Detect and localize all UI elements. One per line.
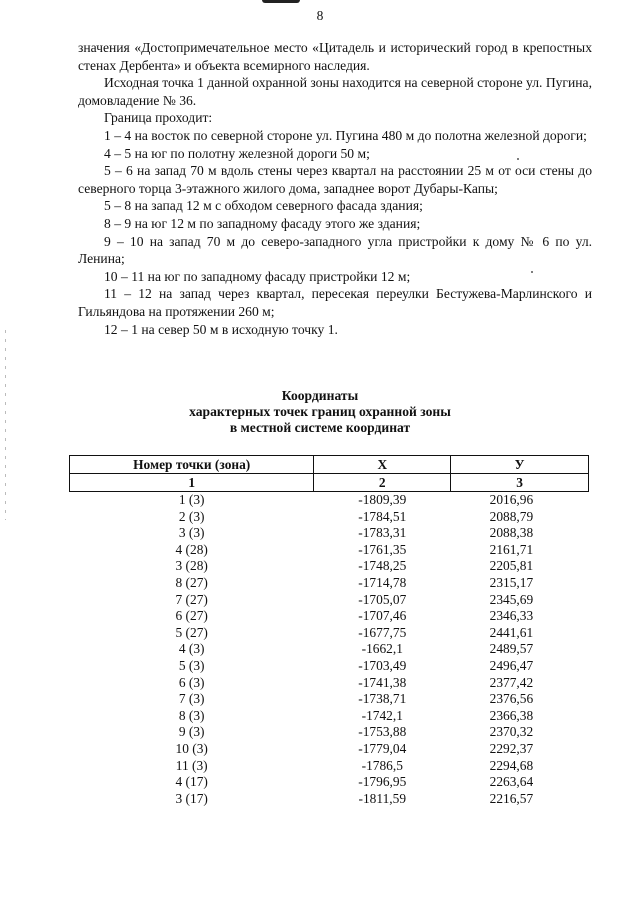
numbering-col-2: 2 bbox=[314, 474, 451, 492]
point-number-cell: 3 (28) bbox=[175, 558, 208, 574]
table-row bbox=[70, 625, 589, 642]
paragraph: значения «Достопримечательное место «Цитадель и исторический город в крепостных стенах Дербента» и объекта всемирного наследия. bbox=[78, 40, 592, 73]
table-row bbox=[70, 558, 589, 575]
point-number-cell: 8 (27) bbox=[175, 574, 208, 590]
paragraph: 5 – 6 на запад 70 м вдоль стены через квартал на расстоянии 25 м от оси стены до северного торца 3-этажного жилого дома, западнее ворот Дубары-Капы; bbox=[78, 163, 592, 196]
y-cell: 2088,79 bbox=[489, 508, 534, 524]
y-cell: 2441,61 bbox=[489, 624, 534, 640]
y-cell: 2370,32 bbox=[489, 724, 534, 740]
y-cell: 2377,42 bbox=[489, 674, 534, 690]
point-number-cell: 4 (28) bbox=[175, 541, 208, 557]
y-cell: 2216,57 bbox=[489, 790, 534, 806]
point-number-cell: 8 (3) bbox=[178, 707, 205, 723]
x-cell: -1811,59 bbox=[358, 790, 407, 806]
paragraph: 9 – 10 на запад 70 м до северо-западного угла пристройки к дому № 6 по ул. Ленина; bbox=[78, 233, 592, 267]
paragraph: 4 – 5 на юг по полотну железной дороги 50 м; bbox=[104, 145, 370, 161]
x-cell: -1809,39 bbox=[358, 492, 407, 507]
y-cell: 2016,96 bbox=[489, 492, 534, 507]
x-cell: -1705,07 bbox=[358, 591, 407, 607]
table-row bbox=[70, 509, 589, 526]
point-number-cell: 6 (27) bbox=[175, 608, 208, 624]
table-title bbox=[0, 388, 640, 436]
y-cell: 2496,47 bbox=[489, 657, 534, 673]
x-cell: -1748,25 bbox=[358, 558, 407, 574]
table-row bbox=[70, 492, 589, 509]
point-number-cell: 5 (3) bbox=[178, 657, 205, 673]
numbering-col-1: 1 bbox=[70, 474, 314, 492]
y-cell: 2088,38 bbox=[489, 525, 534, 541]
point-number-cell: 4 (3) bbox=[178, 641, 205, 657]
table-title-line-2: характерных точек границ охранной зоны bbox=[189, 404, 451, 419]
x-cell: -1738,71 bbox=[358, 691, 407, 707]
scan-artifact-mark bbox=[262, 0, 300, 3]
page-number: 8 bbox=[316, 8, 324, 23]
table-body bbox=[70, 492, 589, 808]
x-cell: -1707,46 bbox=[358, 608, 407, 624]
x-cell: -1753,88 bbox=[358, 724, 407, 740]
paragraph: 8 – 9 на юг 12 м по западному фасаду этого же здания; bbox=[104, 215, 421, 231]
point-number-cell: 9 (3) bbox=[178, 724, 205, 740]
paragraph: 5 – 8 на запад 12 м с обходом северного фасада здания; bbox=[104, 198, 423, 214]
paragraph: 11 – 12 на запад через квартал, пересекая переулки Бестужева-Марлинского и Гильяндова на протяжении 260 м; bbox=[78, 286, 592, 319]
x-cell: -1783,31 bbox=[358, 525, 407, 541]
x-cell: -1784,51 bbox=[358, 508, 407, 524]
table-title-line-1: Координаты bbox=[281, 388, 359, 403]
table-row bbox=[70, 525, 589, 542]
x-cell: -1742,1 bbox=[361, 707, 403, 723]
point-number-cell: 2 (3) bbox=[178, 508, 205, 524]
point-number-cell: 4 (17) bbox=[175, 774, 208, 790]
y-cell: 2292,37 bbox=[489, 740, 534, 756]
x-cell: -1662,1 bbox=[361, 641, 403, 657]
y-cell: 2366,38 bbox=[489, 707, 534, 723]
table-row bbox=[70, 691, 589, 708]
header-point-number: Номер точки (зона) bbox=[70, 456, 314, 474]
table-row bbox=[70, 658, 589, 675]
table-row bbox=[70, 791, 589, 808]
point-number-cell: 3 (17) bbox=[175, 790, 208, 806]
table-header-row bbox=[70, 456, 589, 474]
point-number-cell: 3 (3) bbox=[178, 525, 205, 541]
paragraph: 12 – 1 на север 50 м в исходную точку 1. bbox=[104, 321, 338, 337]
y-cell: 2345,69 bbox=[489, 591, 534, 607]
table-row bbox=[70, 758, 589, 775]
table-row bbox=[70, 575, 589, 592]
coordinates-table bbox=[69, 455, 589, 807]
table-row bbox=[70, 592, 589, 609]
table-title-line-3: в местной системе координат bbox=[229, 420, 411, 435]
x-cell: -1786,5 bbox=[361, 757, 403, 773]
table-row bbox=[70, 724, 589, 741]
point-number-cell: 7 (27) bbox=[175, 591, 208, 607]
y-cell: 2376,56 bbox=[489, 691, 534, 707]
x-cell: -1703,49 bbox=[358, 657, 407, 673]
x-cell: -1761,35 bbox=[358, 541, 407, 557]
table-row bbox=[70, 774, 589, 791]
point-number-cell: 10 (3) bbox=[175, 740, 208, 756]
y-cell: 2489,57 bbox=[489, 641, 534, 657]
x-cell: -1714,78 bbox=[358, 574, 407, 590]
y-cell: 2294,68 bbox=[489, 757, 534, 773]
y-cell: 2346,33 bbox=[489, 608, 534, 624]
table-row bbox=[70, 675, 589, 692]
x-cell: -1741,38 bbox=[358, 674, 407, 690]
header-y: У bbox=[451, 456, 589, 474]
table-row bbox=[70, 708, 589, 725]
point-number-cell: 11 (3) bbox=[175, 757, 208, 773]
point-number-cell: 6 (3) bbox=[178, 674, 205, 690]
table-numbering-row bbox=[70, 474, 589, 492]
paragraph: 1 – 4 на восток по северной стороне ул. Пугина 480 м до полотна железной дороги; bbox=[104, 127, 587, 143]
paragraph: Граница проходит: bbox=[104, 110, 213, 126]
point-number-cell: 5 (27) bbox=[175, 624, 208, 640]
x-cell: -1779,04 bbox=[358, 740, 407, 756]
body-text bbox=[78, 39, 592, 338]
x-cell: -1796,95 bbox=[358, 774, 407, 790]
y-cell: 2315,17 bbox=[489, 574, 534, 590]
paragraph: 10 – 11 на юг по западному фасаду пристройки 12 м; bbox=[104, 268, 411, 284]
point-number-cell: 7 (3) bbox=[178, 691, 205, 707]
numbering-col-3: 3 bbox=[451, 474, 589, 492]
paragraph: Исходная точка 1 данной охранной зоны находится на северной стороне ул. Пугина, домовладение № 36. bbox=[78, 75, 592, 108]
table-row bbox=[70, 641, 589, 658]
table-row bbox=[70, 608, 589, 625]
point-number-cell: 1 (3) bbox=[178, 492, 205, 507]
y-cell: 2205,81 bbox=[489, 558, 534, 574]
x-cell: -1677,75 bbox=[358, 624, 407, 640]
table-row bbox=[70, 542, 589, 559]
header-x: X bbox=[314, 456, 451, 474]
table-row bbox=[70, 741, 589, 758]
y-cell: 2161,71 bbox=[489, 541, 534, 557]
y-cell: 2263,64 bbox=[489, 774, 534, 790]
